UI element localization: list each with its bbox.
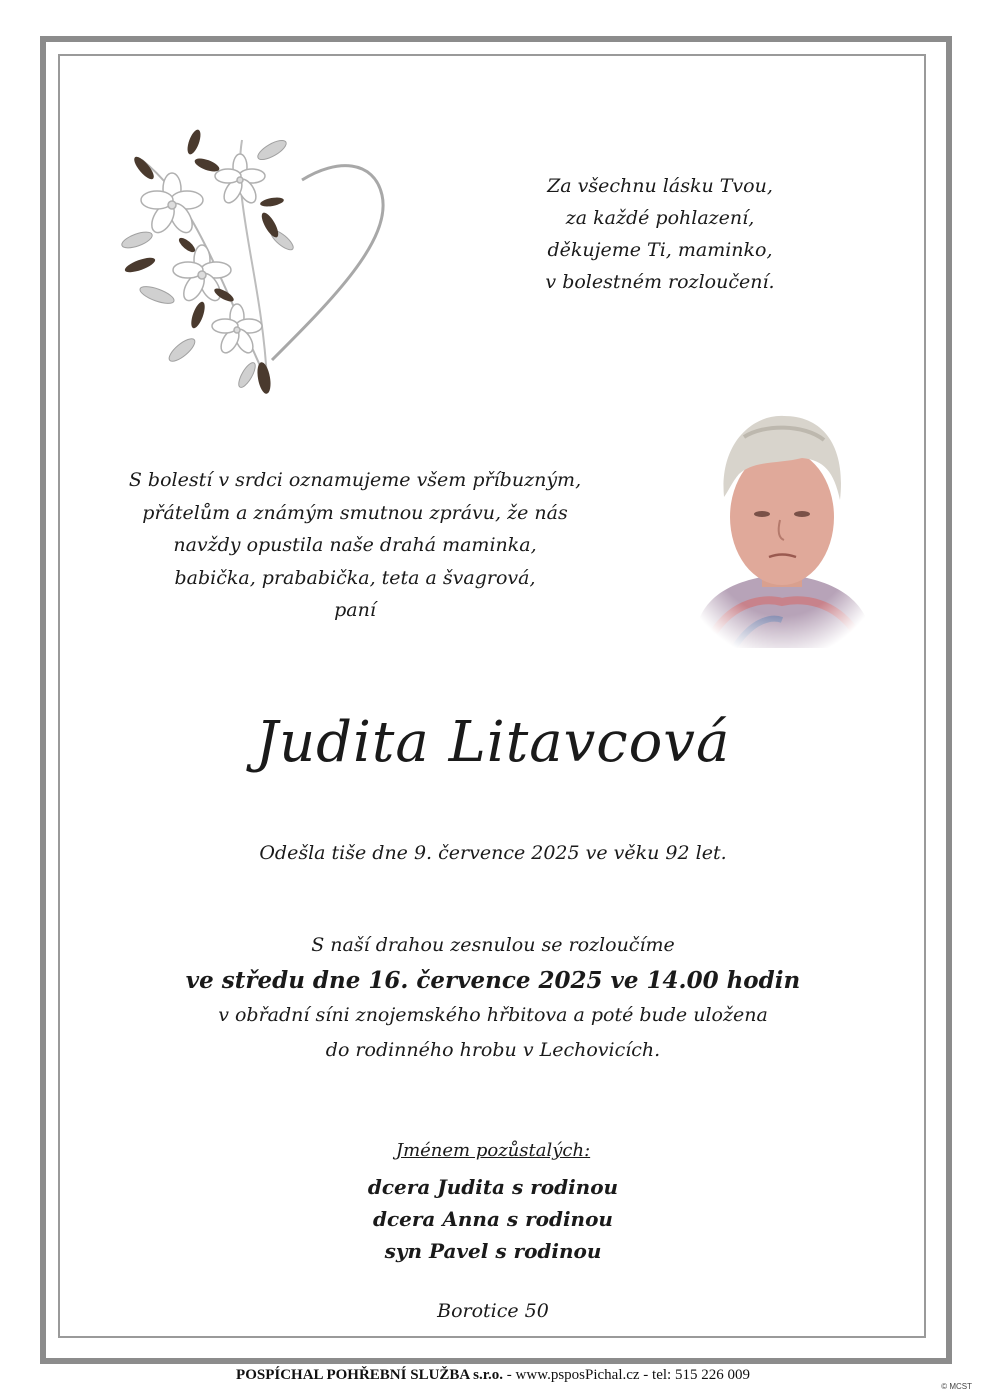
footer-contact-info: - www.psposPichal.cz - tel: 515 226 009 [503, 1367, 750, 1383]
farewell-line: S naší drahou zesnulou se rozloučíme [311, 934, 675, 956]
poem-line: za každé pohlazení, [565, 207, 755, 229]
intro-line: navždy opustila naše drahá maminka, [173, 534, 537, 556]
farewell-line: do rodinného hrobu v Lechovicích. [325, 1039, 661, 1061]
intro-line: paní [334, 599, 376, 621]
memorial-poem [500, 170, 820, 298]
intro-line: S bolestí v srdci oznamujeme všem příbuzným, [128, 469, 582, 491]
funeral-details [0, 928, 986, 1068]
mourners-heading: Jménem pozůstalých: [395, 1140, 591, 1161]
copyright-mark: © MCST [941, 1382, 972, 1391]
announcement-text [110, 464, 600, 627]
footer-company: POSPÍCHAL POHŘEBNÍ SLUŽBA s.r.o. [236, 1367, 504, 1383]
footer-contact [0, 1367, 986, 1384]
portrait-photo-icon [684, 402, 880, 648]
mourner-line: dcera Judita s rodinou [367, 1175, 619, 1199]
death-date-text: Odešla tiše dne 9. července 2025 ve věku 92 let. [259, 842, 727, 864]
mourner-line: dcera Anna s rodinou [373, 1207, 613, 1231]
floral-heart-ornament-icon [112, 120, 402, 410]
poem-line: v bolestném rozloučení. [545, 271, 775, 293]
deceased-name: Judita Litavcová [255, 710, 731, 775]
mourners-section [0, 1140, 986, 1267]
poem-line: Za všechnu lásku Tvou, [547, 175, 773, 197]
intro-line: přátelům a známým smutnou zprávu, že nás [142, 501, 568, 524]
poem-line: děkujeme Ti, maminko, [547, 239, 773, 261]
funeral-datetime: ve středu dne 16. července 2025 ve 14.00 hodin [185, 967, 801, 994]
farewell-line: v obřadní síni znojemského hřbitova a poté bude uložena [218, 1004, 768, 1026]
mourner-line: syn Pavel s rodinou [384, 1239, 602, 1263]
address: Borotice 50 [437, 1300, 549, 1322]
intro-line: babička, prababička, teta a švagrová, [174, 566, 536, 589]
